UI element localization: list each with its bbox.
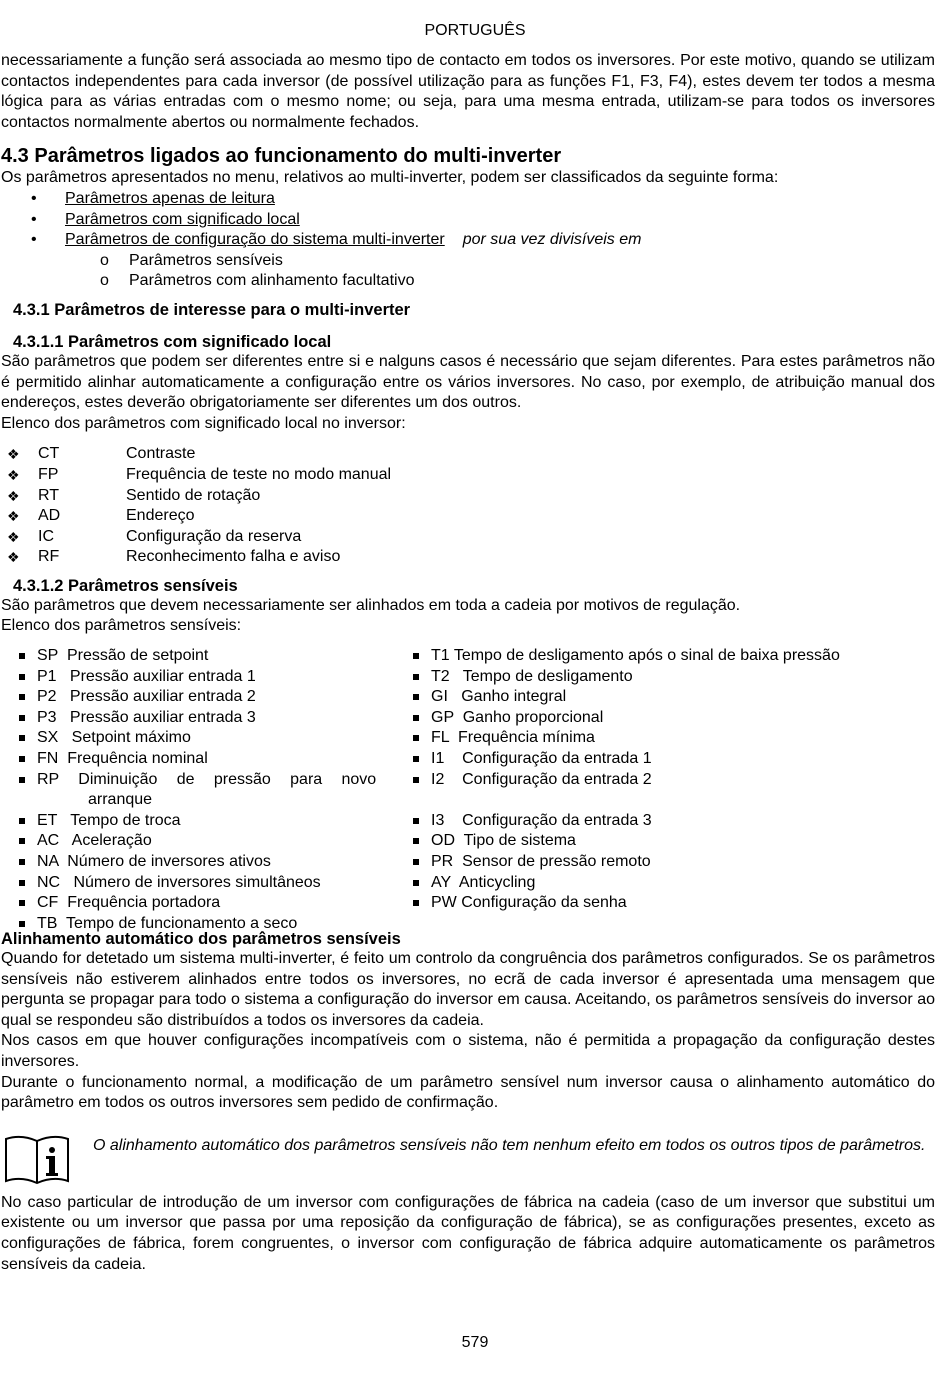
section-4-3-1-2-paragraph: São parâmetros que devem necessariamente ser alinhados em toda a cadeia por motivos de regulação. xyxy=(1,596,741,614)
local-parameters-list xyxy=(1,444,935,568)
diamond-bullet-icon: ❖ xyxy=(7,466,20,483)
list-item xyxy=(413,749,933,770)
list-item xyxy=(1,271,935,292)
diamond-bullet-icon: ❖ xyxy=(7,508,20,525)
list-item xyxy=(413,667,933,688)
list-item xyxy=(1,251,935,272)
list-item xyxy=(413,770,933,811)
parameter-entry: FL Frequência mínima xyxy=(431,729,595,747)
square-bullet-icon xyxy=(19,880,25,886)
list-item xyxy=(19,831,399,852)
list-item-label: Parâmetros com alinhamento facultativo xyxy=(129,272,415,290)
intro-paragraph: necessariamente a função será associada ao mesmo tipo de contacto em todos os inversores. Por este motivo, quando se utilizam contactos independentes para cada inversor (de possível utilização para as funções F1, F3, F4), estes devem ter todos a mesma lógica para as várias entradas com o mesmo nome; ou seja, para uma mesma entrada, utilizam-se para todos os inversores contactos normalmente abertos ou normalmente fechados. xyxy=(1,52,935,131)
section-4-3-intro: Os parâmetros apresentados no menu, relativos ao multi-inverter, podem ser classificados da seguinte forma: xyxy=(1,169,779,187)
square-bullet-icon xyxy=(19,859,25,865)
parameter-code: RT xyxy=(38,486,60,504)
list-item xyxy=(1,189,935,210)
parameter-entry: RP Diminuição de pressão para novo xyxy=(37,770,377,788)
square-bullet-icon xyxy=(413,900,419,906)
parameter-code: AD xyxy=(38,507,61,525)
list-item xyxy=(413,873,933,894)
alignment-paragraph-4: No caso particular de introdução de um inversor com configurações de fábrica na cadeia (caso de um inversor que substitui um existente ou um inversor que passa por uma reposição da configuração de fábrica), se as configurações presentes, exceto as configurações de fábrica, forem congruentes, o inversor com configuração de fábrica adquire automaticamente os parâmetros sensíveis da cadeia. xyxy=(1,1193,935,1273)
parameter-entry: SP Pressão de setpoint xyxy=(37,647,209,665)
list-item-label: Parâmetros sensíveis xyxy=(129,251,283,269)
list-item xyxy=(19,667,399,688)
sensitive-parameters-columns xyxy=(1,646,935,932)
section-4-3-1-heading: 4.3.1 Parâmetros de interesse para o multi-inverter xyxy=(13,300,411,319)
parameter-entry: P3 Pressão auxiliar entrada 3 xyxy=(37,708,256,726)
sensitive-parameters-left-column xyxy=(19,646,399,934)
parameter-code: RF xyxy=(38,548,60,566)
diamond-bullet-icon: ❖ xyxy=(7,549,20,566)
section-4-3-1-1-paragraph: São parâmetros que podem ser diferentes entre si e nalguns casos é necessário que sejam diferentes. Para estes parâmetros não é permitido alinhar automaticamente a configuração entre os vários inversores. No caso, por exemplo, de atribuição manual dos endereços, estes deverão obrigatoriamente ser diferentes um dos outros. xyxy=(1,352,935,412)
list-item xyxy=(1,230,935,251)
bullet-dot-icon: • xyxy=(31,210,37,228)
parameter-entry: NA Número de inversores ativos xyxy=(37,853,271,870)
list-item xyxy=(1,486,935,507)
list-item xyxy=(19,728,399,749)
diamond-bullet-icon: ❖ xyxy=(7,487,20,504)
square-bullet-icon xyxy=(19,921,25,927)
parameter-entry: SX Setpoint máximo xyxy=(37,729,191,747)
square-bullet-icon xyxy=(19,715,25,721)
list-item xyxy=(19,873,399,894)
parameter-entry: P1 Pressão auxiliar entrada 1 xyxy=(37,667,256,685)
list-item xyxy=(19,687,399,708)
list-item-label: Parâmetros apenas de leitura xyxy=(65,189,275,207)
list-item xyxy=(413,811,933,832)
square-bullet-icon xyxy=(413,674,419,680)
square-bullet-icon xyxy=(413,715,419,721)
parameter-entry-continuation: arranque xyxy=(88,791,153,809)
list-item xyxy=(413,728,933,749)
parameter-description: Sentido de rotação xyxy=(126,486,261,504)
diamond-bullet-icon: ❖ xyxy=(7,446,20,463)
list-item xyxy=(413,687,933,708)
manual-info-icon xyxy=(4,1133,70,1192)
list-item xyxy=(19,852,399,873)
list-item xyxy=(413,646,933,667)
square-bullet-icon xyxy=(19,838,25,844)
square-bullet-icon xyxy=(413,735,419,741)
list-item xyxy=(1,210,935,231)
alignment-paragraph-2: Nos casos em que houver configurações incompatíveis com o sistema, não é permitida a propagação da configuração destes inversores. xyxy=(1,1032,935,1071)
sub-classification-list xyxy=(1,251,935,292)
parameter-entry: GI Ganho integral xyxy=(431,688,567,706)
parameter-entry: AC Aceleração xyxy=(37,832,152,850)
classification-list xyxy=(1,189,935,251)
parameter-entry: CF Frequência portadora xyxy=(37,894,221,912)
list-item xyxy=(19,708,399,729)
parameter-entry: TB Tempo de funcionamento a seco xyxy=(37,914,298,932)
square-bullet-icon xyxy=(19,818,25,824)
parameter-description: Reconhecimento falha e aviso xyxy=(126,548,341,566)
sensitive-parameters-right-column xyxy=(413,646,933,914)
parameter-entry: I3 Configuração da entrada 3 xyxy=(431,811,652,829)
sensitive-list-intro: Elenco dos parâmetros sensíveis: xyxy=(1,617,242,635)
list-item xyxy=(19,646,399,667)
parameter-code: IC xyxy=(38,527,54,545)
parameter-description: Frequência de teste no modo manual xyxy=(126,465,392,483)
list-item xyxy=(1,527,935,548)
parameter-entry: PR Sensor de pressão remoto xyxy=(431,853,651,870)
alignment-heading: Alinhamento automático dos parâmetros sensíveis xyxy=(1,930,401,949)
list-item xyxy=(413,852,933,873)
square-bullet-icon xyxy=(19,900,25,906)
square-bullet-icon xyxy=(413,694,419,700)
parameter-description: Contraste xyxy=(126,445,196,463)
list-item xyxy=(1,444,935,465)
parameter-entry: GP Ganho proporcional xyxy=(431,708,604,726)
square-bullet-icon xyxy=(19,674,25,680)
diamond-bullet-icon: ❖ xyxy=(7,528,20,545)
section-4-3-heading: 4.3 Parâmetros ligados ao funcionamento do multi-inverter xyxy=(1,145,562,168)
parameter-entry: P2 Pressão auxiliar entrada 2 xyxy=(37,688,256,706)
info-note xyxy=(1,1127,935,1187)
list-item-label: Parâmetros de configuração do sistema multi-inverter xyxy=(65,231,445,249)
square-bullet-icon xyxy=(413,653,419,659)
list-item-label: Parâmetros com significado local xyxy=(65,210,300,228)
list-item xyxy=(19,770,399,811)
parameter-entry: T1 Tempo de desligamento após o sinal de baixa pressão xyxy=(431,647,840,665)
list-item xyxy=(1,506,935,527)
square-bullet-icon xyxy=(413,777,419,783)
list-item xyxy=(413,708,933,729)
alignment-paragraph-1: Quando for detetado um sistema multi-inverter, é feito um controlo da congruência dos parâmetros configurados. Se os parâmetros sensíveis não estiverem alinhados entre todos os inversores, no ecrã de cada inversor é apresentada uma mensagem que pergunta se propagar para todo o sistema a configuração do inversor em causa. Aceitando, os parâmetros sensíveis do inversor ao qual se respondeu são distribuídos a todos os inversores da cadeia. xyxy=(1,950,935,1029)
list-item xyxy=(1,547,935,568)
parameter-description: Configuração da reserva xyxy=(126,527,302,545)
info-note-text: O alinhamento automático dos parâmetros sensíveis não tem nenhum efeito em todos os outros tipos de parâmetros. xyxy=(93,1136,926,1154)
local-list-intro: Elenco dos parâmetros com significado local no inversor: xyxy=(1,414,406,432)
parameter-code: FP xyxy=(38,465,59,483)
alignment-paragraph-3: Durante o funcionamento normal, a modificação de um parâmetro sensível num inversor causa o alinhamento automático do parâmetro em todos os outros inversores sem pedido de confirmação. xyxy=(1,1073,935,1112)
square-bullet-icon xyxy=(19,735,25,741)
page-header-language: PORTUGUÊS xyxy=(424,22,526,39)
section-4-3-1-2-heading: 4.3.1.2 Parâmetros sensíveis xyxy=(13,576,238,595)
page-content xyxy=(1,51,935,1275)
square-bullet-icon xyxy=(19,777,25,783)
parameter-entry: NC Número de inversores simultâneos xyxy=(37,873,321,891)
page-number: 579 xyxy=(461,1334,489,1351)
parameter-entry: I2 Configuração da entrada 2 xyxy=(431,770,652,788)
list-item-suffix: por sua vez divisíveis em xyxy=(462,231,642,249)
list-item xyxy=(19,749,399,770)
square-bullet-icon xyxy=(19,653,25,659)
parameter-entry: PW Configuração da senha xyxy=(431,894,627,912)
list-item xyxy=(413,831,933,852)
list-item xyxy=(19,893,399,914)
square-bullet-icon xyxy=(19,756,25,762)
parameter-entry: T2 Tempo de desligamento xyxy=(431,667,633,685)
list-item xyxy=(1,465,935,486)
square-bullet-icon xyxy=(413,838,419,844)
parameter-entry: OD Tipo de sistema xyxy=(431,832,576,850)
list-item xyxy=(413,893,933,914)
square-bullet-icon xyxy=(413,818,419,824)
parameter-entry: I1 Configuração da entrada 1 xyxy=(431,750,652,768)
parameter-description: Endereço xyxy=(126,507,195,525)
bullet-circle-icon: o xyxy=(100,272,109,290)
square-bullet-icon xyxy=(413,859,419,865)
square-bullet-icon xyxy=(19,694,25,700)
square-bullet-icon xyxy=(413,880,419,886)
list-item xyxy=(19,914,399,935)
bullet-dot-icon: • xyxy=(31,231,37,249)
parameter-entry: ET Tempo de troca xyxy=(37,811,181,829)
list-item xyxy=(19,811,399,832)
parameter-entry: FN Frequência nominal xyxy=(37,750,208,768)
bullet-circle-icon: o xyxy=(100,251,109,269)
parameter-entry: AY Anticycling xyxy=(431,873,536,891)
parameter-code: CT xyxy=(38,445,60,463)
bullet-dot-icon: • xyxy=(31,189,37,207)
square-bullet-icon xyxy=(413,756,419,762)
section-4-3-1-1-heading: 4.3.1.1 Parâmetros com significado local xyxy=(13,332,332,351)
